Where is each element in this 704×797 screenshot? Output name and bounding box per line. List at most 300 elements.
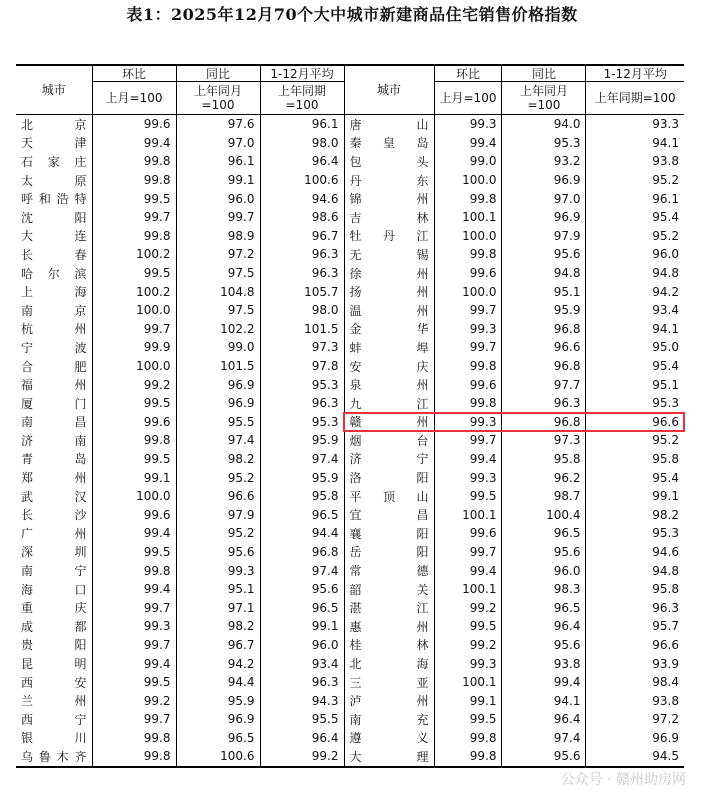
avg-value: 94.6 [260, 189, 344, 208]
avg-value: 93.8 [586, 691, 684, 710]
avg-value: 95.9 [260, 431, 344, 450]
mom-value: 99.8 [92, 152, 176, 171]
yoy-value: 95.9 [176, 691, 260, 710]
city-name: 济宁 [344, 450, 434, 469]
yoy-value: 98.3 [502, 580, 586, 599]
yoy-value: 93.2 [502, 152, 586, 171]
table-row [16, 468, 684, 487]
mom-value: 100.1 [434, 505, 502, 524]
yoy-value: 97.5 [176, 264, 260, 283]
table-row [16, 673, 684, 692]
avg-value: 99.2 [260, 747, 344, 767]
avg-value: 96.3 [260, 394, 344, 413]
city-name: 南京 [21, 303, 87, 318]
table-row [16, 152, 684, 171]
avg-value: 99.1 [586, 487, 684, 506]
mom-value: 99.4 [92, 580, 176, 599]
avg-value: 95.4 [586, 208, 684, 227]
city-name: 襄阳 [344, 524, 434, 543]
yoy-value: 96.8 [502, 357, 586, 376]
table-row [16, 450, 684, 469]
avg-value: 95.2 [586, 171, 684, 190]
mom-value: 99.7 [434, 338, 502, 357]
city-name: 锦州 [344, 189, 434, 208]
table-row [16, 208, 684, 227]
avg-value: 98.4 [586, 673, 684, 692]
header-avg-left: 1-12月平均 [260, 65, 344, 82]
yoy-value: 95.5 [176, 413, 260, 432]
mom-value: 99.5 [434, 487, 502, 506]
avg-value: 96.5 [260, 598, 344, 617]
avg-value: 95.9 [260, 468, 344, 487]
city-name: 三亚 [344, 673, 434, 692]
mom-value: 99.0 [434, 152, 502, 171]
city-name: 合肥 [21, 359, 87, 374]
yoy-value: 95.6 [502, 636, 586, 655]
mom-value: 99.8 [92, 431, 176, 450]
yoy-value: 98.7 [502, 487, 586, 506]
table-row [16, 245, 684, 264]
avg-value: 95.2 [586, 431, 684, 450]
table-row [16, 115, 684, 134]
city-name: 长沙 [21, 508, 87, 523]
avg-value: 95.3 [260, 375, 344, 394]
mom-value: 99.8 [434, 747, 502, 767]
yoy-value: 95.2 [176, 524, 260, 543]
table-row [16, 301, 684, 320]
yoy-value: 95.1 [176, 580, 260, 599]
city-name: 牡丹江 [344, 227, 434, 246]
city-name: 遵义 [344, 729, 434, 748]
avg-value: 97.8 [260, 357, 344, 376]
mom-value: 100.0 [434, 227, 502, 246]
city-name: 深圳 [21, 545, 87, 560]
yoy-value: 97.6 [176, 115, 260, 134]
avg-value: 96.0 [586, 245, 684, 264]
table-row [16, 729, 684, 748]
avg-value: 95.4 [586, 357, 684, 376]
city-name: 泉州 [344, 375, 434, 394]
avg-value: 93.9 [586, 654, 684, 673]
mom-value: 99.2 [92, 375, 176, 394]
mom-value: 99.2 [434, 598, 502, 617]
table-row [16, 394, 684, 413]
header-yoy-left: 同比 [176, 65, 260, 82]
mom-value: 99.6 [92, 413, 176, 432]
avg-value: 95.4 [586, 468, 684, 487]
yoy-value: 96.4 [502, 617, 586, 636]
city-name: 郑州 [21, 471, 87, 486]
mom-value: 99.7 [92, 636, 176, 655]
avg-value: 96.0 [260, 636, 344, 655]
header-avg-right: 1-12月平均 [586, 65, 684, 82]
mom-value: 99.9 [92, 338, 176, 357]
mom-value: 99.7 [92, 320, 176, 339]
yoy-value: 95.8 [502, 450, 586, 469]
header-mom-base-left: 上月=100 [92, 82, 176, 115]
table-row [16, 282, 684, 301]
table-row [16, 747, 684, 767]
yoy-value: 96.5 [176, 729, 260, 748]
mom-value: 99.7 [434, 543, 502, 562]
mom-value: 99.4 [434, 450, 502, 469]
mom-value: 99.6 [92, 115, 176, 134]
avg-value: 95.8 [586, 450, 684, 469]
mom-value: 99.5 [92, 543, 176, 562]
table-row [16, 617, 684, 636]
avg-value: 94.3 [260, 691, 344, 710]
table-title: 表1：2025年12月70个大中城市新建商品住宅销售价格指数 [126, 5, 578, 24]
avg-value: 95.7 [586, 617, 684, 636]
mom-value: 99.3 [92, 617, 176, 636]
yoy-value: 98.9 [176, 227, 260, 246]
yoy-value: 97.4 [502, 729, 586, 748]
city-name: 桂林 [344, 636, 434, 655]
mom-value: 99.6 [92, 505, 176, 524]
yoy-value: 96.6 [502, 338, 586, 357]
yoy-value: 95.6 [502, 747, 586, 767]
avg-value: 95.8 [260, 487, 344, 506]
city-name: 北京 [21, 117, 87, 132]
mom-value: 99.5 [434, 617, 502, 636]
city-name: 南宁 [21, 564, 87, 579]
mom-value: 99.8 [434, 729, 502, 748]
table-row [16, 171, 684, 190]
yoy-value: 96.8 [502, 413, 586, 432]
watermark: 公众号 · 赣州助房网 [560, 772, 686, 788]
table-row [16, 654, 684, 673]
city-name: 呼和浩特 [21, 192, 87, 207]
mom-value: 99.8 [434, 394, 502, 413]
mom-value: 99.3 [434, 654, 502, 673]
city-name: 西安 [21, 675, 87, 690]
city-name: 北海 [344, 654, 434, 673]
avg-value: 93.4 [260, 654, 344, 673]
yoy-value: 100.4 [502, 505, 586, 524]
city-name: 赣州 [344, 413, 434, 432]
avg-value: 100.6 [260, 171, 344, 190]
mom-value: 100.1 [434, 580, 502, 599]
city-name: 宜昌 [344, 505, 434, 524]
avg-value: 95.2 [586, 227, 684, 246]
mom-value: 99.5 [92, 189, 176, 208]
yoy-value: 95.6 [502, 543, 586, 562]
city-name: 平顶山 [344, 487, 434, 506]
mom-value: 100.0 [92, 301, 176, 320]
mom-value: 99.8 [434, 357, 502, 376]
yoy-value: 96.0 [176, 189, 260, 208]
avg-value: 93.3 [586, 115, 684, 134]
city-name: 重庆 [21, 601, 87, 616]
mom-value: 99.8 [92, 729, 176, 748]
mom-value: 99.5 [92, 264, 176, 283]
mom-value: 100.1 [434, 208, 502, 227]
avg-value: 96.6 [586, 413, 684, 432]
avg-value: 94.8 [586, 264, 684, 283]
city-name: 蚌埠 [344, 338, 434, 357]
yoy-value: 96.5 [502, 598, 586, 617]
header-mom-left: 环比 [92, 65, 176, 82]
yoy-value: 100.6 [176, 747, 260, 767]
yoy-value: 97.0 [502, 189, 586, 208]
mom-value: 99.7 [434, 431, 502, 450]
table-row [16, 691, 684, 710]
table-row [16, 264, 684, 283]
table-row [16, 598, 684, 617]
avg-value: 96.3 [260, 673, 344, 692]
mom-value: 99.3 [434, 320, 502, 339]
table-row [16, 134, 684, 153]
yoy-value: 97.9 [176, 505, 260, 524]
city-name: 泸州 [344, 691, 434, 710]
yoy-value: 97.9 [502, 227, 586, 246]
mom-value: 99.1 [434, 691, 502, 710]
table-row [16, 580, 684, 599]
yoy-value: 94.4 [176, 673, 260, 692]
avg-value: 97.4 [260, 450, 344, 469]
table-row [16, 710, 684, 729]
city-name: 福州 [21, 378, 87, 393]
yoy-value: 96.9 [176, 394, 260, 413]
avg-value: 95.0 [586, 338, 684, 357]
mom-value: 100.2 [92, 245, 176, 264]
city-name: 大连 [21, 229, 87, 244]
city-name: 大理 [344, 747, 434, 767]
mom-value: 99.8 [92, 561, 176, 580]
mom-value: 99.6 [434, 264, 502, 283]
mom-value: 99.8 [434, 245, 502, 264]
avg-value: 95.3 [260, 413, 344, 432]
yoy-value: 96.3 [502, 394, 586, 413]
avg-value: 95.3 [586, 524, 684, 543]
header-yoy-base-right: 上年同月=100 [502, 82, 586, 115]
yoy-value: 98.2 [176, 617, 260, 636]
avg-value: 96.1 [260, 115, 344, 134]
header-yoy-right: 同比 [502, 65, 586, 82]
city-name: 天津 [21, 136, 87, 151]
avg-value: 94.8 [586, 561, 684, 580]
avg-value: 101.5 [260, 320, 344, 339]
header-avg-base-left: 上年同期=100 [260, 82, 344, 115]
avg-value: 95.5 [260, 710, 344, 729]
yoy-value: 99.7 [176, 208, 260, 227]
city-name: 青岛 [21, 452, 87, 467]
avg-value: 94.6 [586, 543, 684, 562]
city-name: 哈尔滨 [21, 266, 87, 281]
table-row [16, 524, 684, 543]
avg-value: 96.6 [586, 636, 684, 655]
city-name: 无锡 [344, 245, 434, 264]
city-name: 西宁 [21, 712, 87, 727]
yoy-value: 96.0 [502, 561, 586, 580]
avg-value: 95.8 [586, 580, 684, 599]
price-index-table [16, 64, 684, 768]
city-name: 吉林 [344, 208, 434, 227]
city-name: 银川 [21, 731, 87, 746]
city-name: 金华 [344, 320, 434, 339]
avg-value: 98.0 [260, 301, 344, 320]
yoy-value: 96.5 [502, 524, 586, 543]
mom-value: 99.5 [434, 710, 502, 729]
city-name: 烟台 [344, 431, 434, 450]
yoy-value: 99.3 [176, 561, 260, 580]
mom-value: 99.8 [434, 189, 502, 208]
yoy-value: 97.4 [176, 431, 260, 450]
yoy-value: 97.1 [176, 598, 260, 617]
city-name: 包头 [344, 152, 434, 171]
table-row [16, 543, 684, 562]
city-name: 沈阳 [21, 210, 87, 225]
yoy-value: 94.0 [502, 115, 586, 134]
city-name: 广州 [21, 526, 87, 541]
yoy-value: 99.0 [176, 338, 260, 357]
avg-value: 97.3 [260, 338, 344, 357]
avg-value: 96.3 [260, 245, 344, 264]
yoy-value: 95.6 [176, 543, 260, 562]
city-name: 厦门 [21, 396, 87, 411]
avg-value: 105.7 [260, 282, 344, 301]
mom-value: 99.4 [92, 654, 176, 673]
city-name: 岳阳 [344, 543, 434, 562]
city-name: 乌鲁木齐 [16, 747, 92, 767]
mom-value: 99.8 [92, 227, 176, 246]
city-name: 唐山 [344, 115, 434, 134]
city-name: 安庆 [344, 357, 434, 376]
yoy-value: 94.8 [502, 264, 586, 283]
mom-value: 99.3 [434, 413, 502, 432]
yoy-value: 97.5 [176, 301, 260, 320]
table-row [16, 320, 684, 339]
table-row [16, 413, 684, 432]
avg-value: 96.8 [260, 543, 344, 562]
yoy-value: 96.1 [176, 152, 260, 171]
avg-value: 96.7 [260, 227, 344, 246]
yoy-value: 96.9 [502, 208, 586, 227]
city-name: 宁波 [21, 340, 87, 355]
yoy-value: 96.7 [176, 636, 260, 655]
header-mom-base-right: 上月=100 [434, 82, 502, 115]
table-row [16, 487, 684, 506]
mom-value: 99.4 [434, 134, 502, 153]
table-row [16, 375, 684, 394]
mom-value: 99.3 [434, 468, 502, 487]
mom-value: 99.2 [434, 636, 502, 655]
city-name: 太原 [21, 173, 87, 188]
avg-value: 94.1 [586, 134, 684, 153]
mom-value: 99.7 [92, 598, 176, 617]
yoy-value: 99.1 [176, 171, 260, 190]
yoy-value: 94.2 [176, 654, 260, 673]
mom-value: 99.7 [92, 208, 176, 227]
mom-value: 99.4 [92, 524, 176, 543]
city-name: 湛江 [344, 598, 434, 617]
city-name: 长春 [21, 247, 87, 262]
header-avg-base-right: 上年同期=100 [586, 82, 684, 115]
city-name: 洛阳 [344, 468, 434, 487]
header-city-left: 城市 [16, 65, 92, 115]
avg-value: 96.9 [586, 729, 684, 748]
yoy-value: 97.0 [176, 134, 260, 153]
mom-value: 99.5 [92, 673, 176, 692]
avg-value: 99.1 [260, 617, 344, 636]
avg-value: 93.4 [586, 301, 684, 320]
city-name: 常德 [344, 561, 434, 580]
mom-value: 99.3 [434, 115, 502, 134]
yoy-value: 95.3 [502, 134, 586, 153]
yoy-value: 97.7 [502, 375, 586, 394]
table-row [16, 189, 684, 208]
yoy-value: 96.9 [502, 171, 586, 190]
city-name: 兰州 [21, 694, 87, 709]
mom-value: 100.0 [92, 357, 176, 376]
yoy-value: 101.5 [176, 357, 260, 376]
city-name: 贵阳 [21, 638, 87, 653]
city-name: 昆明 [21, 657, 87, 672]
yoy-value: 96.2 [502, 468, 586, 487]
city-name: 武汉 [21, 489, 87, 504]
table-row [16, 227, 684, 246]
yoy-value: 94.1 [502, 691, 586, 710]
header-city-right: 城市 [344, 65, 434, 115]
table-row [16, 338, 684, 357]
city-name: 扬州 [344, 282, 434, 301]
avg-value: 93.8 [586, 152, 684, 171]
avg-value: 94.2 [586, 282, 684, 301]
avg-value: 95.3 [586, 394, 684, 413]
avg-value: 94.5 [586, 747, 684, 767]
avg-value: 94.1 [586, 320, 684, 339]
table-row [16, 357, 684, 376]
mom-value: 99.5 [92, 450, 176, 469]
avg-value: 96.5 [260, 505, 344, 524]
yoy-value: 98.2 [176, 450, 260, 469]
avg-value: 96.1 [586, 189, 684, 208]
mom-value: 99.1 [92, 468, 176, 487]
table-row [16, 505, 684, 524]
mom-value: 99.5 [92, 394, 176, 413]
city-name: 南充 [344, 710, 434, 729]
mom-value: 99.8 [92, 171, 176, 190]
yoy-value: 96.8 [502, 320, 586, 339]
table-row [16, 431, 684, 450]
yoy-value: 95.9 [502, 301, 586, 320]
avg-value: 97.4 [260, 561, 344, 580]
city-name: 海口 [21, 582, 87, 597]
city-name: 济南 [21, 433, 87, 448]
mom-value: 99.7 [434, 301, 502, 320]
mom-value: 99.4 [92, 134, 176, 153]
mom-value: 99.8 [92, 747, 176, 767]
table-row [16, 561, 684, 580]
yoy-value: 95.1 [502, 282, 586, 301]
city-name: 杭州 [21, 322, 87, 337]
city-name: 温州 [344, 301, 434, 320]
avg-value: 95.6 [260, 580, 344, 599]
mom-value: 100.0 [434, 282, 502, 301]
header-mom-right: 环比 [434, 65, 502, 82]
mom-value: 100.0 [434, 171, 502, 190]
yoy-value: 93.8 [502, 654, 586, 673]
city-name: 石家庄 [21, 154, 87, 169]
city-name: 丹东 [344, 171, 434, 190]
city-name: 上海 [21, 285, 87, 300]
mom-value: 100.0 [92, 487, 176, 506]
city-name: 九江 [344, 394, 434, 413]
avg-value: 98.6 [260, 208, 344, 227]
mom-value: 99.6 [434, 375, 502, 394]
table-row [16, 636, 684, 655]
city-name: 南昌 [21, 415, 87, 430]
